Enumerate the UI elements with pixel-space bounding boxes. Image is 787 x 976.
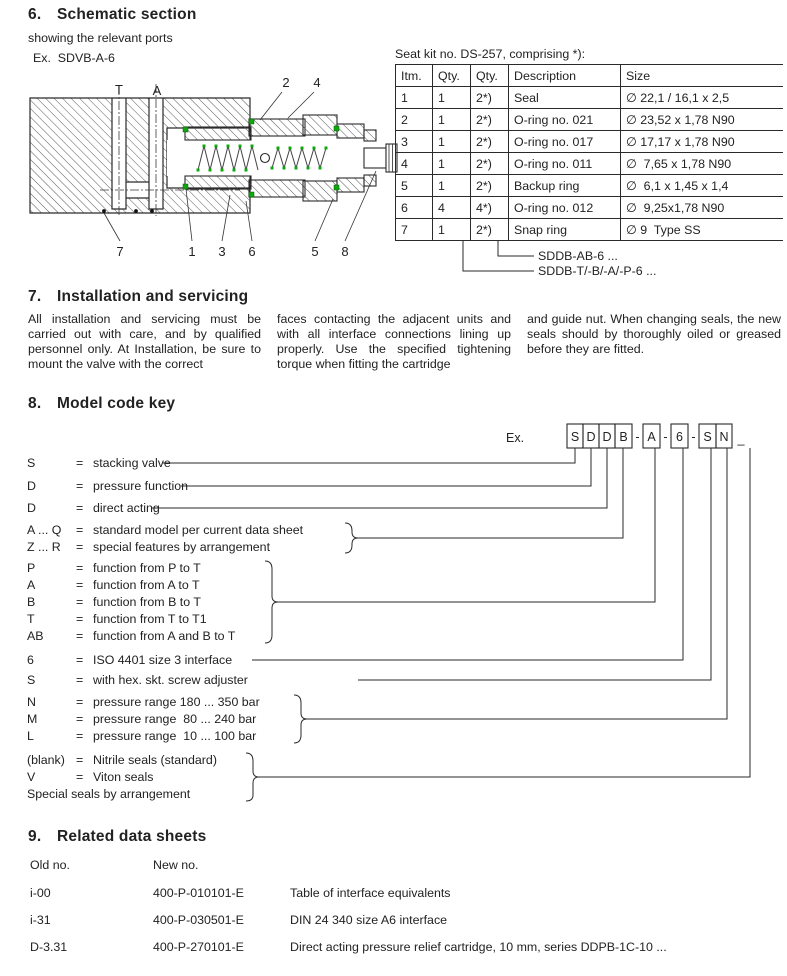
seat-kit-table (395, 64, 783, 241)
mck-eq: = (76, 673, 84, 687)
mck-eq: = (76, 501, 84, 515)
rds-new-no: 400-P-270101-E (153, 940, 244, 954)
mck-code: D (27, 479, 36, 493)
mck-label: function from T to T1 (93, 612, 207, 626)
table-row (396, 197, 783, 219)
mck-row-screw-adjuster (27, 673, 248, 687)
mck-row-function-t (27, 612, 207, 626)
code-char: S (570, 430, 580, 444)
mck-row-pressure-function (27, 479, 188, 493)
cell: 4*) (471, 197, 509, 219)
code-char: D (586, 430, 596, 444)
valve-cartridge (167, 115, 397, 201)
cell: 7 (396, 219, 433, 241)
cell: 4 (433, 197, 471, 219)
mck-code: P (27, 561, 36, 575)
poppet-ball (261, 154, 270, 163)
footnote-sddb-tbap: SDDB-T/-B/-A/-P-6 ... (538, 264, 657, 278)
code-separator: - (635, 430, 640, 444)
col-header-qty2: Qty. (471, 65, 509, 87)
cell: 2*) (471, 109, 509, 131)
cell: O-ring no. 017 (509, 131, 621, 153)
mck-code: T (27, 612, 35, 626)
port-label-T: T (115, 82, 123, 97)
section8-number: 8. (28, 395, 42, 412)
section7-column-2: faces contacting the adjacent units and with all interface connections lining up properly. Use the specified tightening torque when fitting the cartridge (277, 312, 511, 371)
model-code-braces (246, 523, 358, 801)
mck-row-nitrile-seals (27, 753, 217, 767)
rds-header-old: Old no. (30, 858, 70, 872)
mck-label: Viton seals (93, 770, 154, 784)
col-header-qty1: Qty. (433, 65, 471, 87)
mck-code: B (27, 595, 36, 609)
cell: 1 (433, 109, 471, 131)
section6-heading (28, 6, 197, 24)
cell: ∅ 7,65 x 1,78 N90 (621, 153, 783, 175)
section9-number: 9. (28, 828, 42, 845)
model-code-connector-lines (152, 448, 750, 777)
mck-label: standard model per current data sheet (93, 523, 304, 537)
mck-code: A ... Q (27, 523, 62, 537)
section9-title: Related data sheets (57, 828, 207, 845)
mck-eq: = (76, 456, 84, 470)
cell: 1 (396, 87, 433, 109)
callout-1: 1 (188, 244, 196, 259)
footnote-sddb-ab: SDDB-AB-6 ... (538, 249, 618, 263)
mck-code: V (27, 770, 36, 784)
mck-row-iso-interface (27, 653, 232, 667)
mck-code: S (27, 456, 36, 470)
table-header-row (396, 65, 783, 87)
table-row (396, 153, 783, 175)
mck-code: S (27, 673, 36, 687)
callout-4: 4 (313, 75, 321, 90)
section6-number: 6. (28, 6, 42, 23)
schematic-drawing (0, 70, 420, 282)
table-row (396, 87, 783, 109)
mck-eq: = (76, 653, 84, 667)
mck-label: function from B to T (93, 595, 201, 609)
code-char: N (719, 430, 729, 444)
mck-row-direct-acting (27, 501, 160, 515)
cell: 4 (396, 153, 433, 175)
code-separator: - (691, 430, 696, 444)
mck-row-special-seals (27, 787, 190, 801)
mck-eq: = (76, 712, 84, 726)
mck-code: D (27, 501, 36, 515)
table-row (396, 175, 783, 197)
mck-label: ISO 4401 size 3 interface (93, 653, 233, 667)
cell: ∅ 23,52 x 1,78 N90 (621, 109, 783, 131)
mck-label: function from P to T (93, 561, 201, 575)
adjusting-screw (364, 144, 397, 172)
callout-3: 3 (218, 244, 226, 259)
mck-row-range-m (27, 712, 256, 726)
rds-new-no: 400-P-030501-E (153, 913, 244, 927)
cell: ∅ 9 Type SS (621, 219, 783, 241)
callout-8: 8 (341, 244, 349, 259)
table-row (396, 219, 783, 241)
mck-code: M (27, 712, 38, 726)
cell: 1 (433, 153, 471, 175)
mck-label: stacking valve (93, 456, 171, 470)
mck-code: Z ... R (27, 540, 61, 554)
cell: O-ring no. 021 (509, 109, 621, 131)
section7-column-1: All installation and servicing must be carried out with care, and by qualified personnel only. At Installation, be sure to mount the valve with the correct (28, 312, 261, 371)
model-code-chars (571, 430, 746, 446)
mck-eq: = (76, 753, 84, 767)
mck-label: direct acting (93, 501, 160, 515)
mck-row-function-b (27, 595, 201, 609)
code-char: 6 (676, 430, 683, 444)
mck-eq: = (76, 595, 84, 609)
cell: 1 (433, 131, 471, 153)
mck-label: Nitrile seals (standard) (93, 753, 217, 767)
rds-header-new: New no. (153, 858, 199, 872)
port-label-A: A (152, 83, 162, 98)
cell: ∅ 9,25x1,78 N90 (621, 197, 783, 219)
mck-label: special features by arrangement (93, 540, 271, 554)
section8-heading (28, 395, 175, 413)
cell: 2*) (471, 87, 509, 109)
section9-heading (28, 828, 206, 846)
cell: 2*) (471, 131, 509, 153)
mck-eq: = (76, 523, 84, 537)
mck-code: A (27, 578, 36, 592)
cell: ∅ 17,17 x 1,78 N90 (621, 131, 783, 153)
callout-7: 7 (116, 244, 124, 259)
seat-kit-table-title: Seat kit no. DS-257, comprising *): (395, 47, 586, 61)
section6-title: Schematic section (57, 6, 197, 23)
rds-desc: Table of interface equivalents (290, 886, 451, 900)
cell: 1 (433, 87, 471, 109)
mck-eq: = (76, 479, 84, 493)
cell: Seal (509, 87, 621, 109)
cell: ∅ 6,1 x 1,45 x 1,4 (621, 175, 783, 197)
code-char: D (602, 430, 612, 444)
mck-code: AB (27, 629, 44, 643)
cell: 2 (396, 109, 433, 131)
rds-desc: Direct acting pressure relief cartridge, 10 mm, series DDPB-1C-10 ... (290, 940, 667, 954)
schematic-example-label: Ex. SDVB-A-6 (33, 51, 115, 65)
cell: 1 (433, 175, 471, 197)
mck-label: pressure range 180 ... 350 bar (93, 695, 260, 709)
callout-2: 2 (282, 75, 290, 90)
code-char: A (647, 430, 656, 444)
mck-eq: = (76, 629, 84, 643)
mck-row-function-p (27, 561, 201, 575)
code-char-blank: _ (737, 432, 745, 446)
rds-new-no: 400-P-010101-E (153, 886, 244, 900)
mck-row-range-l (27, 729, 256, 743)
table-row (396, 131, 783, 153)
mck-label: pressure range 80 ... 240 bar (93, 712, 257, 726)
section7-column-3: and guide nut. When changing seals, the new seals should by thoroughly oiled or greased before they are fitted. (527, 312, 781, 356)
mck-eq: = (76, 578, 84, 592)
code-char: B (619, 430, 628, 444)
rds-old-no: D-3.31 (30, 940, 68, 954)
mck-code: N (27, 695, 36, 709)
mck-code: 6 (27, 653, 34, 667)
mck-eq: = (76, 770, 84, 784)
cell: 2*) (471, 219, 509, 241)
rds-desc: DIN 24 340 size A6 interface (290, 913, 448, 927)
mck-eq: = (76, 612, 84, 626)
mck-label: pressure function (93, 479, 189, 493)
mck-row-function-ab (27, 629, 235, 643)
section8-title: Model code key (57, 395, 176, 412)
cell: 2*) (471, 153, 509, 175)
callout-6: 6 (248, 244, 256, 259)
section7-number: 7. (28, 288, 42, 305)
mck-eq: = (76, 561, 84, 575)
mck-row-function-a (27, 578, 200, 592)
mck-row-range-n (27, 695, 260, 709)
mck-eq: = (76, 540, 84, 554)
mck-label: function from A to T (93, 578, 200, 592)
code-separator: - (663, 430, 668, 444)
section7-heading (28, 288, 248, 306)
cell: 6 (396, 197, 433, 219)
mck-label: function from A and B to T (93, 629, 236, 643)
cell: 3 (396, 131, 433, 153)
mck-label: with hex. skt. screw adjuster (93, 673, 248, 687)
col-header-itm: Itm. (396, 65, 433, 87)
cell: ∅ 22,1 / 16,1 x 2,5 (621, 87, 783, 109)
rds-old-no: i-31 (30, 913, 51, 927)
mck-code: L (27, 729, 34, 743)
cell: O-ring no. 011 (509, 153, 621, 175)
mck-row-special-features (27, 540, 270, 554)
code-char: S (703, 430, 712, 444)
cell: Snap ring (509, 219, 621, 241)
cell: Backup ring (509, 175, 621, 197)
col-header-size: Size (621, 65, 783, 87)
mck-row-stacking (27, 456, 171, 470)
rds-old-no: i-00 (30, 886, 51, 900)
cell: 2*) (471, 175, 509, 197)
section6-subtitle: showing the relevant ports (28, 31, 173, 45)
cell: 1 (433, 219, 471, 241)
callout-5: 5 (311, 244, 319, 259)
section7-title: Installation and servicing (57, 288, 249, 305)
col-header-description: Description (509, 65, 621, 87)
mck-row-viton-seals (27, 770, 153, 784)
table-row (396, 109, 783, 131)
cell: 5 (396, 175, 433, 197)
mck-row-standard-model (27, 523, 303, 537)
mck-code: (blank) (27, 753, 65, 767)
mck-label: Special seals by arrangement (27, 787, 191, 801)
cell: O-ring no. 012 (509, 197, 621, 219)
mck-label: pressure range 10 ... 100 bar (93, 729, 257, 743)
model-code-example-label: Ex. (506, 431, 525, 445)
mck-eq: = (76, 695, 84, 709)
mck-eq: = (76, 729, 84, 743)
